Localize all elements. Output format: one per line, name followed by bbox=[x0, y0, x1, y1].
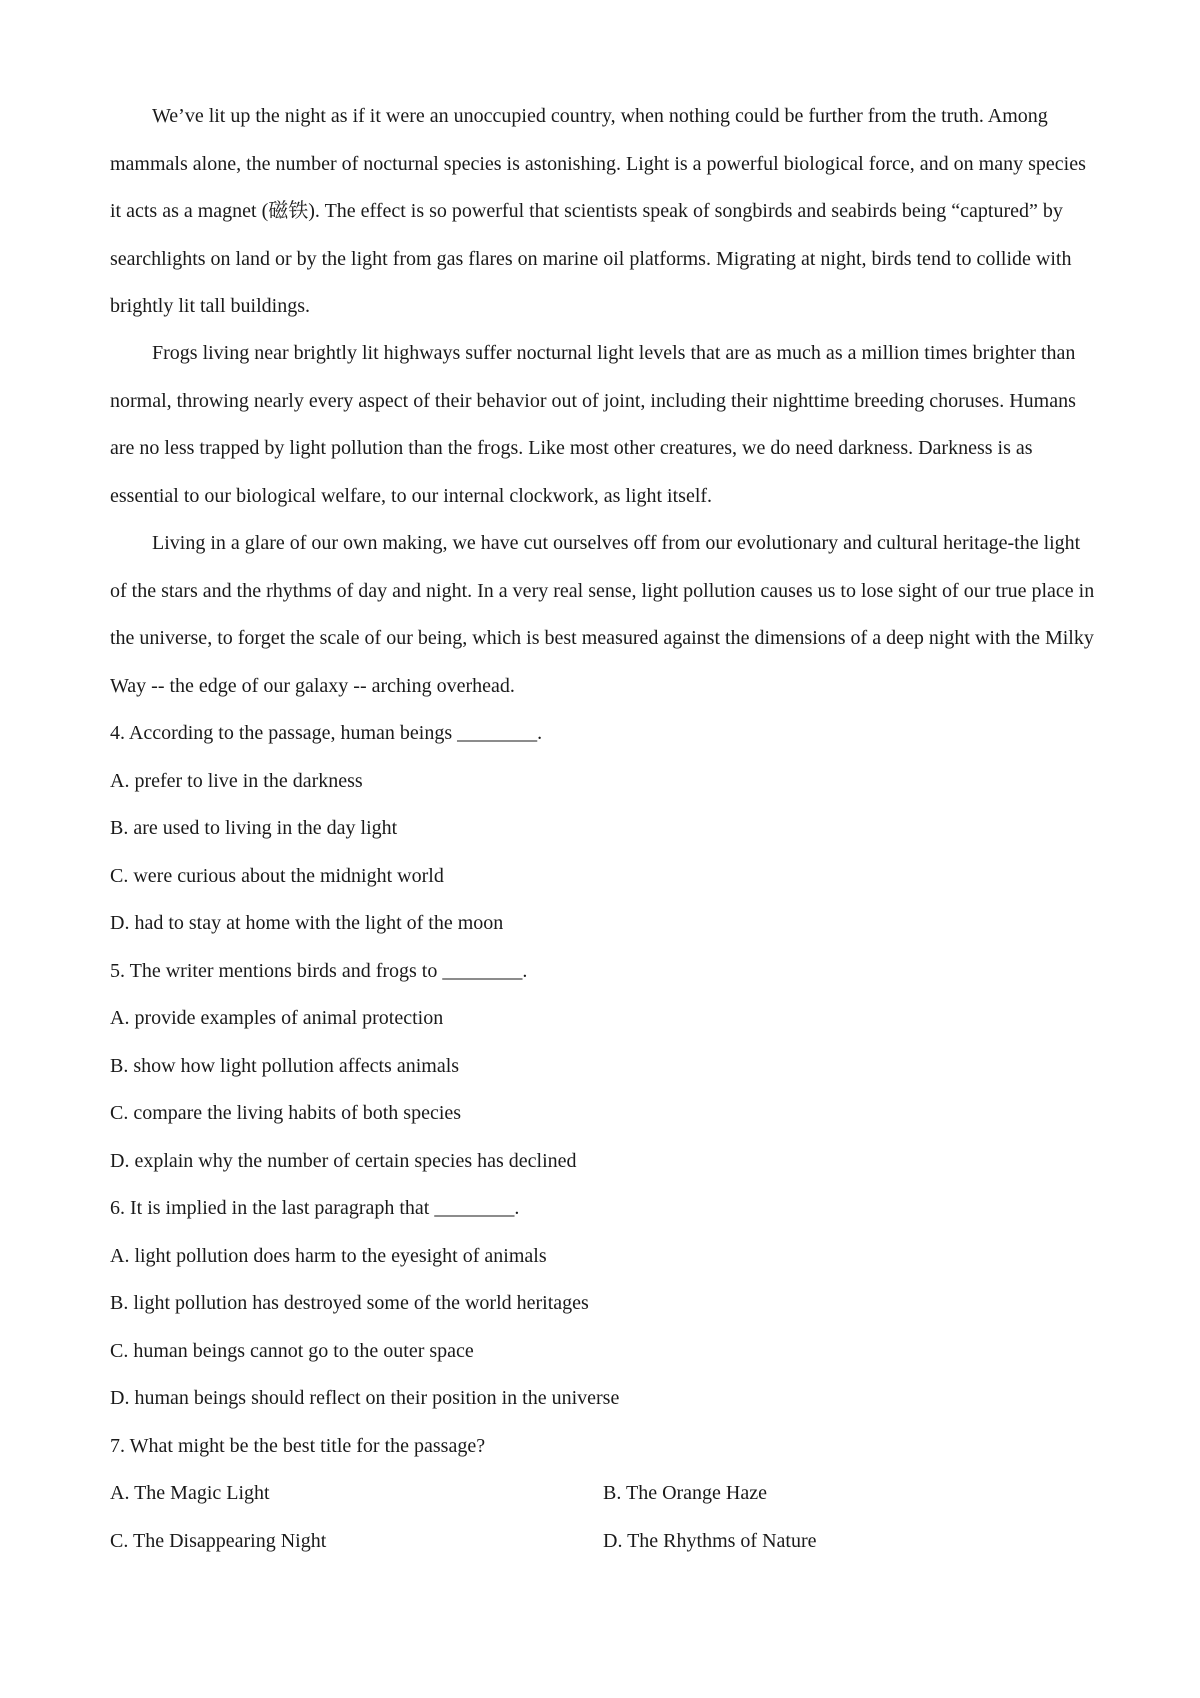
option-c: C. human beings cannot go to the outer space bbox=[110, 1340, 474, 1362]
option-a: A. light pollution does harm to the eyesight of animals bbox=[110, 1245, 547, 1267]
option-d: D. explain why the number of certain species has declined bbox=[110, 1150, 577, 1172]
option-c: C. compare the living habits of both species bbox=[110, 1102, 462, 1124]
option-d: D. The Rhythms of Nature bbox=[603, 1530, 817, 1552]
option-b: B. are used to living in the day light bbox=[110, 817, 398, 839]
option-a: A. provide examples of animal protection bbox=[110, 1007, 444, 1029]
option-a: A. prefer to live in the darkness bbox=[110, 770, 363, 792]
option-b: B. The Orange Haze bbox=[603, 1482, 768, 1504]
question-stem: 4. According to the passage, human beings ________. bbox=[110, 722, 543, 744]
option-b: B. show how light pollution affects animals bbox=[110, 1055, 460, 1077]
option-b: B. light pollution has destroyed some of the world heritages bbox=[110, 1292, 589, 1314]
option-d: D. had to stay at home with the light of the moon bbox=[110, 912, 504, 934]
passage-paragraph-2: Frogs living near brightly lit highways suffer nocturnal light levels that are as much as a million times brighter than normal, throwing nearly every aspect of their behavior out of joint, including their nighttime breeding choruses. Humans are no less trapped by light pollution than the frogs. Like most other creatures, we do need darkness. Darkness is as essential to our biological welfare, to our internal clockwork, as light itself. bbox=[110, 342, 1076, 507]
option-d: D. human beings should reflect on their position in the universe bbox=[110, 1387, 620, 1409]
question-stem: 7. What might be the best title for the passage? bbox=[110, 1435, 486, 1457]
option-a: A. The Magic Light bbox=[110, 1482, 270, 1504]
passage-paragraph-3: Living in a glare of our own making, we have cut ourselves off from our evolutionary and cultural heritage-the light of the stars and the rhythms of day and night. In a very real sense, light pollution causes us to lose sight of our true place in the universe, to forget the scale of our being, which is best measured against the dimensions of a deep night with the Milky Way -- the edge of our galaxy -- arching overhead. bbox=[110, 532, 1095, 697]
passage-paragraph-1: We’ve lit up the night as if it were an unoccupied country, when nothing could be further from the truth. Among mammals alone, the number of nocturnal species is astonishing. Light is a powerful biological force, and on many species it acts as a magnet (磁铁). The effect is so powerful that scientists speak of songbirds and seabirds being “captured” by searchlights on land or by the light from gas flares on marine oil platforms. Migrating at night, birds tend to collide with brightly lit tall buildings. bbox=[110, 105, 1086, 317]
question-stem: 5. The writer mentions birds and frogs to ________. bbox=[110, 960, 528, 982]
option-c: C. were curious about the midnight world bbox=[110, 865, 444, 887]
question-stem: 6. It is implied in the last paragraph that ________. bbox=[110, 1197, 520, 1219]
option-c: C. The Disappearing Night bbox=[110, 1530, 327, 1552]
